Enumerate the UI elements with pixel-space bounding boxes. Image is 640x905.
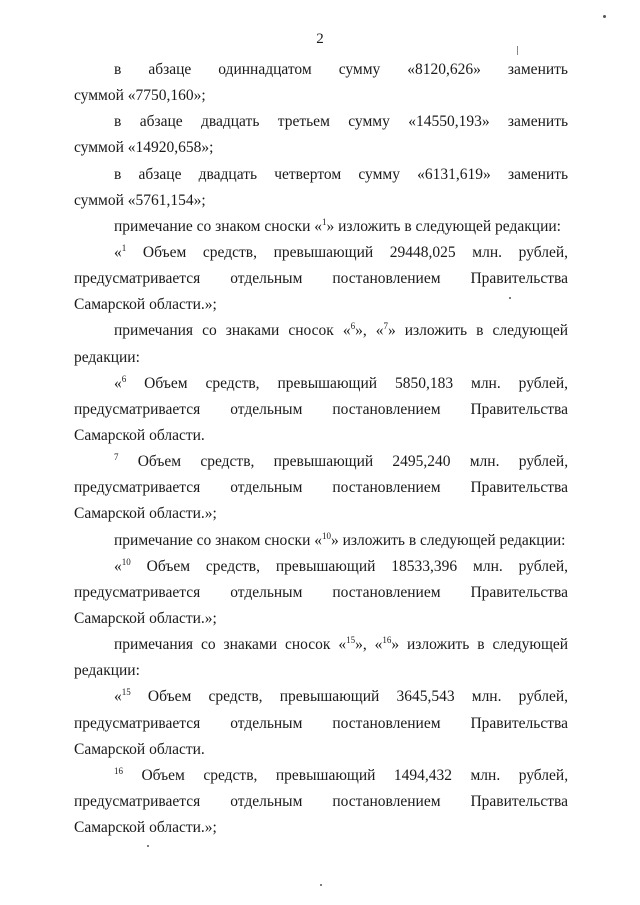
amendment-line: суммой «14920,658»; [74, 139, 214, 157]
word: заменить [507, 113, 569, 131]
scan-speck [517, 46, 518, 55]
amount: 3645,543 [396, 688, 455, 706]
word: двадцать [201, 113, 260, 131]
footnote-line: Самарской области. [74, 426, 205, 444]
footnote-marker: 1 [121, 242, 127, 253]
footnote-marker: 10 [322, 530, 331, 541]
word: в [114, 165, 122, 183]
footnote-line: Самарской области.»; [74, 505, 217, 523]
footnote-line: Самарской области. [74, 740, 205, 758]
word: абзаце [138, 165, 182, 183]
footnote-line: предусматривается отдельным постановлением Правительства [74, 479, 569, 497]
scan-speck [509, 297, 511, 299]
footnote-marker: 10 [121, 556, 131, 567]
footnote-marker: 7 [114, 452, 119, 463]
word: в [114, 113, 122, 131]
word: сумму [358, 165, 400, 183]
word: сумму [338, 61, 381, 78]
footnote-marker: 1 [322, 216, 327, 227]
footnote-line: предусматривается отдельным постановлением Правительства [74, 400, 569, 418]
word: заменить [507, 165, 569, 183]
footnote-line: $^{16}$ Объем средств, превышающий 1494,432 млн. рублей, [114, 765, 569, 784]
word: заменить [507, 61, 568, 78]
footnote-line: предусматривается отдельным постановлением Правительства [74, 583, 569, 601]
amount: 1494,432 [393, 766, 453, 784]
footnote-line: $^7$ Объем средств, превышающий 2495,240 млн. рублей, [114, 452, 569, 471]
amendment-line: суммой «7750,160»; [74, 87, 206, 105]
note-heading: примечание со знаком сноски «$^1$» изложить в следующей редакции: [114, 216, 561, 235]
word: в [114, 61, 122, 78]
footnote-line: Самарской области.»; [74, 819, 217, 837]
footnote-marker: 7 [383, 321, 388, 332]
word: одиннадцатом [218, 61, 312, 78]
footnote-line: предусматривается отдельным постановлением Правительства [74, 270, 569, 288]
amount: 2495,240 [392, 453, 451, 471]
amount-old: «14550,193» [408, 113, 490, 131]
word: абзаце [139, 113, 183, 131]
word: абзаце [148, 61, 192, 78]
footnote-marker: 15 [121, 687, 131, 698]
footnote-marker: 6 [350, 321, 356, 332]
amount: 18533,396 [391, 557, 458, 575]
footnote-marker: 6 [121, 373, 127, 384]
footnote-marker: 16 [114, 765, 123, 776]
amendment-line [74, 57, 568, 83]
footnote-line: Самарской области.»; [74, 296, 217, 314]
footnote-line: предусматривается отдельным постановлением Правительства [74, 714, 569, 732]
amount: 29448,025 [389, 243, 456, 261]
scan-speck [320, 884, 322, 886]
page-number: 2 [316, 31, 324, 47]
footnote-line: «$^6$ Объем средств, превышающий 5850,183 млн. рублей, [114, 373, 569, 392]
amount: 5850,183 [394, 374, 454, 392]
footnote-line: предусматривается отдельным постановлением Правительства [74, 792, 569, 810]
amendment-line: суммой «5761,154»; [74, 191, 206, 209]
scan-speck [147, 845, 149, 847]
footnote-line: Самарской области.»; [74, 609, 217, 627]
note-heading: редакции: [74, 348, 140, 366]
word: двадцать [198, 165, 258, 183]
amount-old: «8120,626» [407, 61, 481, 78]
scan-speck [603, 15, 606, 18]
footnote-line: «$^{15}$ Объем средств, превышающий 3645,543 млн. рублей, [114, 687, 569, 706]
note-heading: редакции: [74, 662, 140, 680]
footnote-line: «$^1$ Объем средств, превышающий 29448,025 млн. рублей, [114, 242, 569, 261]
note-heading: примечания со знаками сносок «$^{15}$», «$^{16}$» изложить в следующей [114, 635, 569, 654]
amendment-line [74, 109, 568, 135]
footnote-marker: 15 [346, 635, 356, 646]
amount-old: «6131,619» [417, 165, 491, 183]
word: третьем [277, 113, 330, 131]
footnote-marker: 16 [382, 635, 392, 646]
note-heading: примечание со знаком сноски «$^{10}$» изложить в следующей редакции: [114, 530, 566, 549]
note-heading: примечания со знаками сносок «$^6$», «$^7$» изложить в следующей [114, 321, 569, 340]
document-body [74, 57, 568, 841]
word: четвертом [274, 165, 342, 183]
word: сумму [348, 113, 390, 131]
footnote-line: «$^{10}$ Объем средств, превышающий 18533,396 млн. рублей, [114, 556, 569, 575]
amendment-line [74, 162, 568, 188]
